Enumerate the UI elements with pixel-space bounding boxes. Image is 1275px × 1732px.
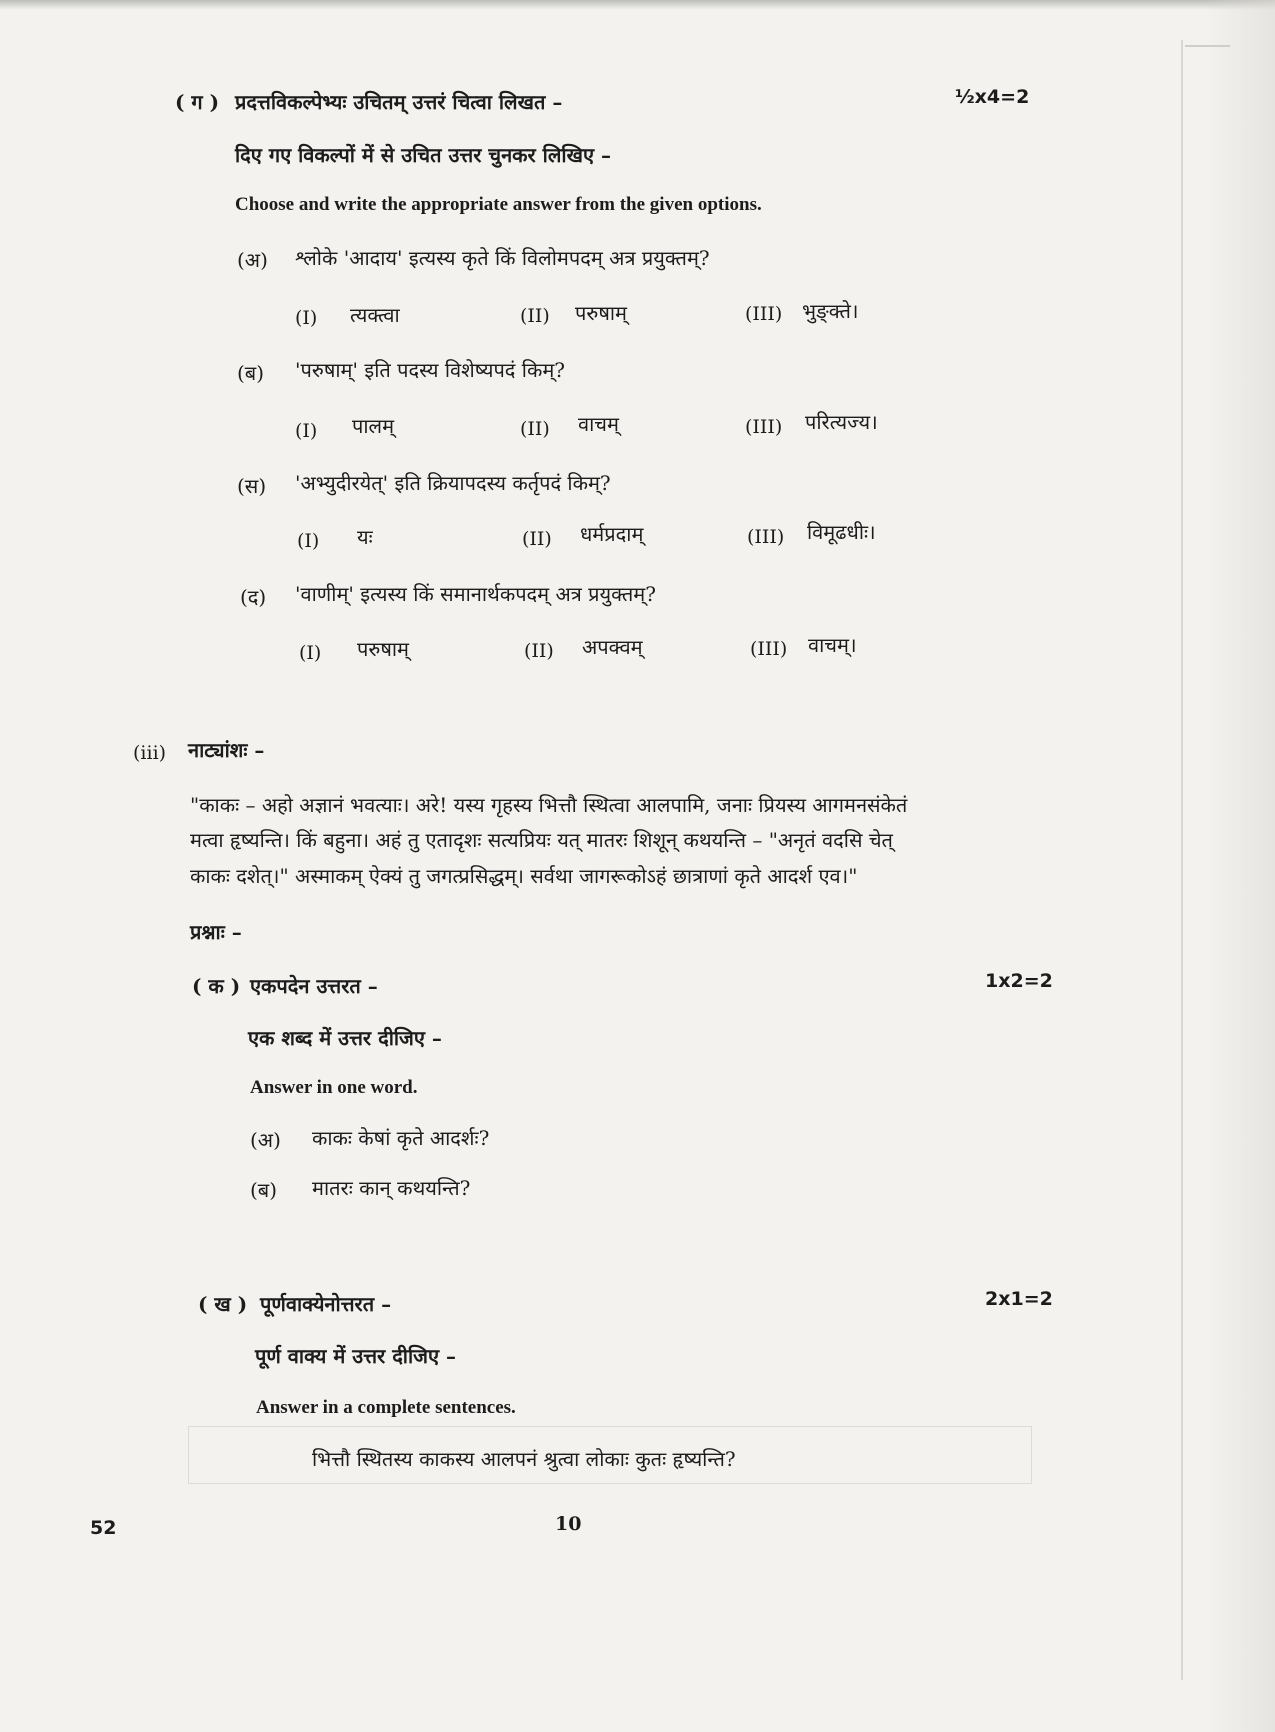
question-c-text: 'अभ्युदीरयेत्' इति क्रियापदस्य कर्तृपदं किम्? <box>295 471 611 495</box>
option-d-1-num: (I) <box>299 642 322 664</box>
questions-label: प्रश्नाः – <box>190 920 242 944</box>
option-c-3-num: (III) <box>747 526 785 548</box>
option-b-1-num: (I) <box>295 420 318 442</box>
question-k-a-label: (अ) <box>250 1128 281 1152</box>
page-edge <box>1181 40 1183 1680</box>
page-right-shadow <box>1205 0 1275 1732</box>
section-k-title: एकपदेन उत्तरत – <box>250 974 378 998</box>
page-code: 52 <box>90 1517 117 1539</box>
page-number: 10 <box>555 1513 582 1535</box>
option-c-3: विमूढधीः। <box>807 520 876 544</box>
section-g-marks: ½x4=2 <box>955 86 1030 108</box>
option-b-1: पालम् <box>352 414 395 438</box>
option-c-2-num: (II) <box>522 528 552 550</box>
question-a-text: श्लोके 'आदाय' इत्यस्य कृते किं विलोमपदम् अत्र प्रयुक्तम्? <box>295 246 710 270</box>
option-b-3-num: (III) <box>745 416 783 438</box>
section-g-instruction-english: Choose and write the appropriate answer from the given options. <box>235 194 762 215</box>
passage-line-2: मत्वा हृष्यन्ति। किं बहुना। अहं तु एतादृशः सत्यप्रियः यत् मातरः शिशून् कथयन्ति – "अनृतं वदसि चेत् <box>190 828 893 852</box>
option-b-3: परित्यज्य। <box>805 410 878 434</box>
section-kh-instruction-english: Answer in a complete sentences. <box>256 1397 516 1418</box>
question-d-text: 'वाणीम्' इत्यस्य किं समानार्थकपदम् अत्र प्रयुक्तम्? <box>295 582 656 606</box>
option-d-1: परुषाम् <box>357 637 410 661</box>
option-d-2: अपक्वम् <box>582 635 643 659</box>
option-d-3: वाचम्। <box>808 633 857 657</box>
section-kh-label: ( ख ) <box>198 1292 248 1316</box>
question-k-b-text: मातरः कान् कथयन्ति? <box>312 1176 471 1200</box>
question-b-label: (ब) <box>237 361 265 385</box>
question-c-label: (स) <box>237 474 267 498</box>
option-a-1-num: (I) <box>295 307 318 329</box>
option-b-2: वाचम् <box>578 412 619 436</box>
option-c-1: यः <box>357 525 373 549</box>
option-d-2-num: (II) <box>524 640 554 662</box>
question-k-b-label: (ब) <box>250 1178 278 1202</box>
option-b-2-num: (II) <box>520 418 550 440</box>
section-g-label: ( ग ) <box>175 90 220 114</box>
option-a-3: भुङ्क्ते। <box>802 299 859 323</box>
option-d-3-num: (III) <box>750 638 788 660</box>
section-iii-title: नाट्यांशः – <box>188 738 265 762</box>
question-a-label: (अ) <box>237 248 268 272</box>
section-kh-instruction-hindi: पूर्ण वाक्य में उत्तर दीजिए – <box>255 1344 457 1368</box>
option-a-2: परुषाम् <box>575 301 628 325</box>
section-g-instruction-hindi: दिए गए विकल्पों में से उचित उत्तर चुनकर लिखिए – <box>235 143 611 167</box>
question-b-text: 'परुषाम्' इति पदस्य विशेष्यपदं किम्? <box>295 358 566 382</box>
section-k-instruction-english: Answer in one word. <box>250 1077 418 1098</box>
section-iii-label: (iii) <box>133 742 167 764</box>
option-c-2: धर्मप्रदाम् <box>580 522 644 546</box>
section-k-marks: 1x2=2 <box>985 970 1053 992</box>
option-a-2-num: (II) <box>520 305 550 327</box>
option-a-1: त्यक्त्वा <box>350 303 400 327</box>
passage-line-3: काकः दशेत्।" अस्माकम् ऐक्यं तु जगत्प्रसिद्धम्। सर्वथा जागरूकोऽहं छात्राणां कृते आदर्श एव।" <box>190 864 858 888</box>
passage-line-1: "काकः – अहो अज्ञानं भवत्याः। अरे! यस्य गृहस्य भित्तौ स्थित्वा आलपामि, जनाः प्रियस्य आगमनसंकेतं <box>190 793 908 817</box>
section-kh-title: पूर्णवाक्येनोत्तरत – <box>260 1292 392 1316</box>
page-edge-mark <box>1185 45 1230 47</box>
section-k-label: ( क ) <box>192 974 241 998</box>
question-d-label: (द) <box>240 585 267 609</box>
option-a-3-num: (III) <box>745 303 783 325</box>
section-kh-question: भित्तौ स्थितस्य काकस्य आलपनं श्रुत्वा लोकाः कुतः हृष्यन्ति? <box>312 1447 736 1471</box>
question-k-a-text: काकः केषां कृते आदर्शः? <box>312 1126 490 1150</box>
section-g-instruction-sanskrit: प्रदत्तविकल्पेभ्यः उचितम् उत्तरं चित्वा लिखत – <box>235 90 563 114</box>
section-kh-marks: 2x1=2 <box>985 1288 1053 1310</box>
option-c-1-num: (I) <box>297 530 320 552</box>
page-top-shadow <box>0 0 1275 10</box>
section-k-instruction-hindi: एक शब्द में उत्तर दीजिए – <box>248 1026 442 1050</box>
